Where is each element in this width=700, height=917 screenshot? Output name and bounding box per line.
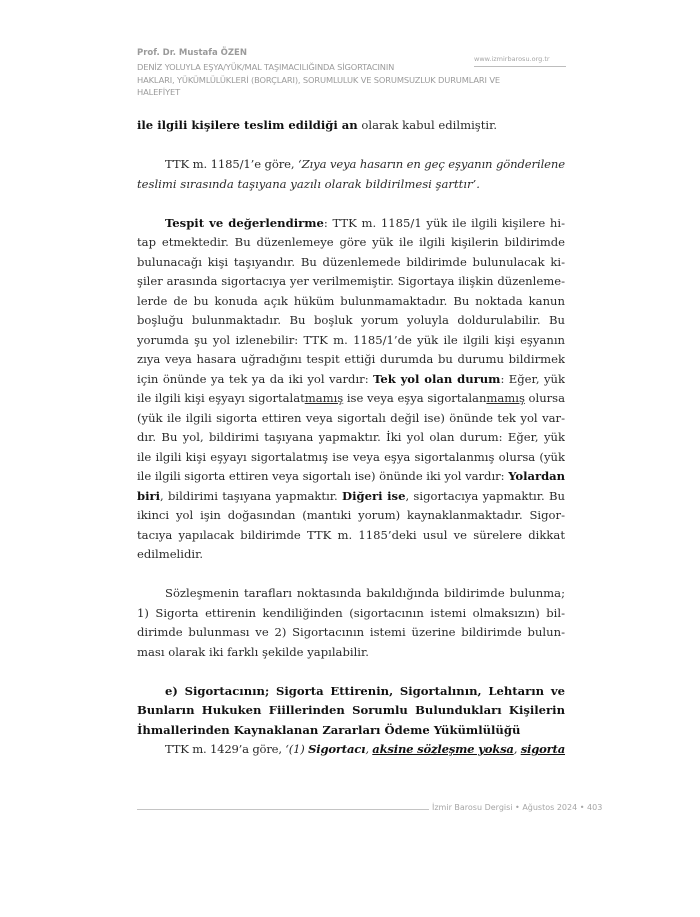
running-header-website: www.izmirbarosu.org.tr: [474, 55, 550, 63]
running-header-title: [137, 61, 557, 99]
body-line: yorumda şu yol izlenebilir: TTK m. 1185/1’de yük ile ilgili kişi eşyanın: [137, 332, 565, 347]
section-heading: Bunların Hukuken Fiillerinden Sorumlu Bulundukları Kişilerin: [137, 703, 565, 717]
body-line: şiler arasında sigortacıya yer verilmemiştir. Sigortaya ilişkin düzenleme-: [137, 274, 565, 288]
body-line: [137, 740, 565, 760]
body-line: [137, 116, 565, 136]
bold-phrase: biri: [137, 488, 161, 503]
body-line: tap etmektedir. Bu düzenlemeye göre yük ile ilgili kişilerin bildirimde: [137, 235, 565, 249]
text-run: ise veya eşya sigortalan: [343, 391, 487, 405]
header-title-line: HALEFİYET: [137, 87, 181, 97]
text-run: TTK m. 1429’a göre,: [165, 742, 286, 756]
body-line: ması olarak iki farklı şekilde yapılabilir.: [137, 644, 369, 659]
body-line: lerde de bu konuda açık hüküm bulunmamaktadır. Bu noktada kanun: [137, 293, 565, 308]
body-line: [137, 214, 565, 234]
bold-phrase: Tek yol olan durum: [373, 371, 501, 386]
text-run: ile ilgili kişi eşyayı sigortalat: [137, 391, 305, 405]
quote-run: ,: [365, 742, 373, 756]
body-line: (yük ile ilgili sigorta ettiren veya sigortalı değil ise) önünde tek yol var-: [137, 410, 565, 425]
text-run: , bildirimi taşıyana yapmaktır.: [160, 488, 343, 503]
body-line: [137, 389, 565, 409]
header-title-line: HAKLARI, YÜKÜMLÜLÜKLERİ (BORÇLARI), SORUMLULUK VE SORUMSUZLUK DURUMLARI VE: [137, 74, 500, 85]
text-run: olursa: [524, 391, 565, 405]
quote-run: teslimi sırasında taşıyana yazılı olarak bildirilmesi şarttır’.: [137, 176, 480, 191]
bold-phrase: Diğeri ise: [342, 488, 406, 503]
section-heading-line: [137, 701, 565, 721]
text-run: olarak kabul edilmiştir.: [357, 118, 498, 132]
bold-italic-run: Sigortacı: [308, 742, 366, 756]
footer-rule: [137, 809, 429, 810]
body-line: tacıya yapılacak bildirimde TTK m. 1185’deki usul ve sürelere dikkat: [137, 527, 565, 542]
body-line: dır. Bu yol, bildirimi taşıyana yapmaktır. İki yol olan durum: Eğer, yük: [137, 430, 565, 444]
underlined-run: mamış: [486, 391, 525, 405]
page-footer: İzmir Barosu Dergisi • Ağustos 2024 • 403: [432, 803, 603, 812]
section-heading: e) Sigortacının; Sigorta Ettirenin, Sigortalının, Lehtarın ve: [165, 683, 565, 698]
bold-phrase: Tespit ve değerlendirme: [165, 215, 324, 230]
article-body: [137, 116, 565, 760]
quote-run: ,: [513, 742, 521, 756]
text-run: , sigortacıya yapmaktır. Bu: [405, 488, 565, 503]
quote-run: ‘Zıya veya hasarın en geç eşyanın gönderilene: [298, 157, 565, 171]
body-line: [137, 175, 565, 195]
body-line: edilmelidir.: [137, 547, 204, 561]
running-header-author: Prof. Dr. Mustafa ÖZEN: [137, 48, 247, 58]
body-line: 1) Sigorta ettirenin kendiliğinden (sigortacının istemi olmaksızın) bil-: [137, 605, 565, 620]
quote-run: ‘(1): [285, 742, 309, 756]
underlined-run: mamış: [304, 391, 344, 405]
text-run: TTK m. 1185/1’e göre,: [165, 157, 299, 171]
body-line: ikinci yol işin doğasından (mantıki yorum) kaynaklanmaktadır. Sigor-: [137, 508, 565, 522]
text-run: ile ilgili sigorta ettiren veya sigortalı ise) önünde iki yol vardır:: [137, 469, 509, 483]
body-line: [137, 487, 565, 507]
text-run: : TTK m. 1185/1 yük ile ilgili kişilere hi-: [323, 215, 565, 230]
bold-italic-underlined-run: aksine sözleşme yoksa: [372, 742, 514, 756]
body-line: [137, 155, 565, 175]
body-line: dirimde bulunması ve 2) Sigortacının istemi üzerine bildirimde bulun-: [137, 625, 565, 639]
body-line: ile ilgili kişi eşyayı sigortalatmış ise veya eşya sigortalanmış olursa (yük: [137, 449, 565, 464]
body-line: boşluğu bulunmaktadır. Bu boşluk yorum yoluyla doldurulabilir. Bu: [137, 313, 565, 327]
bold-phrase: Yolardan: [508, 469, 565, 483]
body-line: bulunacağı kişi taşıyandır. Bu düzenlemede bildirimde bulunulacak ki-: [137, 254, 565, 269]
section-heading-line: [137, 721, 565, 741]
body-line: [137, 467, 565, 487]
section-heading: İhmallerinden Kaynaklanan Zararları Ödeme Yükümlülüğü: [137, 722, 521, 737]
body-line: [137, 370, 565, 390]
body-line: Sözleşmenin tarafları noktasında bakıldığında bildirimde bulunma;: [165, 586, 565, 600]
bold-italic-underlined-run: sigorta: [520, 742, 565, 756]
body-line: zıya veya hasara uğradığını tespit ettiği durumda bu durumu bildirmek: [137, 352, 565, 366]
text-run: için önünde ya tek ya da iki yol vardır:: [137, 371, 374, 386]
bold-phrase: ile ilgili kişilere teslim edildiği an: [137, 118, 358, 132]
header-title-line: DENİZ YOLUYLA EŞYA/YÜK/MAL TAŞIMACILIĞINDA SİGORTACININ: [137, 62, 395, 72]
section-heading-line: [137, 682, 565, 702]
text-run: : Eğer, yük: [500, 371, 565, 386]
